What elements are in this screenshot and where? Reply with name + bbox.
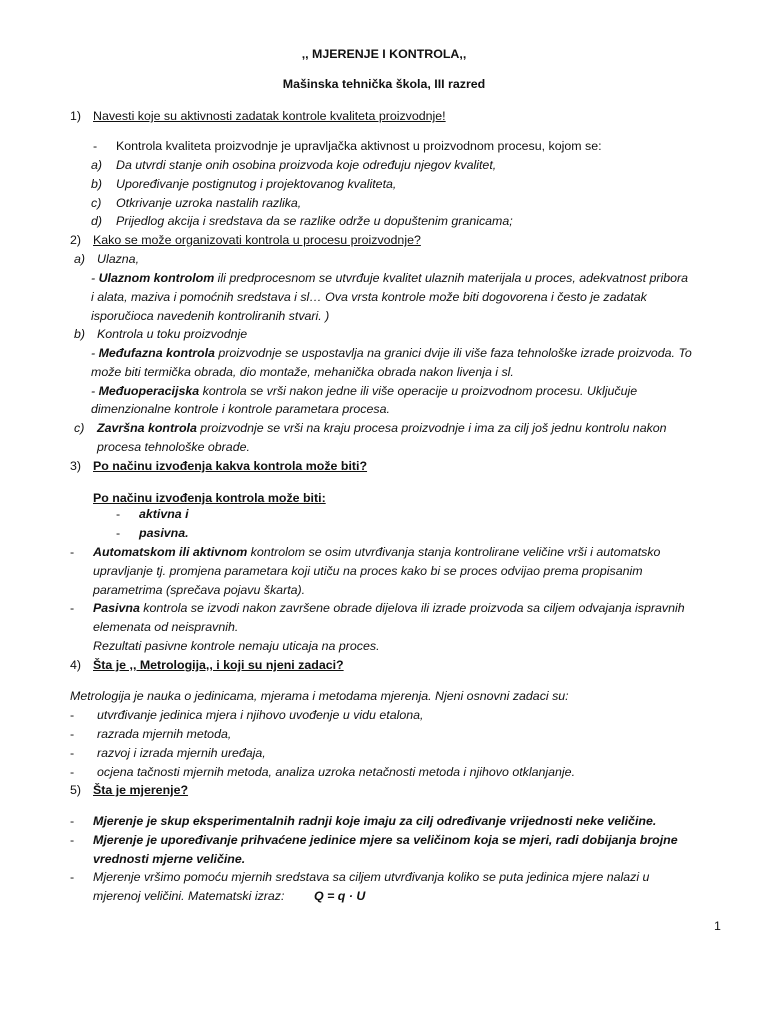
- q1-item-label: d): [91, 214, 103, 228]
- q4-item: razvoj i izrada mjernih uređaja,: [97, 746, 266, 760]
- q2-a-title: Ulazna,: [97, 252, 140, 266]
- q5-definition: Mjerenje je skup eksperimentalnih radnji koje imaju za cilj određivanje vrijednosti neke veličine.: [93, 814, 657, 828]
- question-1-text: Navesti koje su aktivnosti zadatak kontrole kvaliteta proizvodnje!: [93, 109, 446, 123]
- q5-definition: Mjerenje vršimo pomoću mjernih sredstava sa ciljem utvrđivanja koliko se puta jedinica mjere nalazi u: [93, 870, 650, 884]
- q2-a-paragraph-line: i alata, maziva i pomoćnih sredstava i sl… Ova vrsta kontrole može biti dogovorena i često je zadatak: [91, 290, 647, 304]
- q2-c-label: c): [74, 421, 85, 435]
- q3-p2-line: elemenata od neispravnih.: [93, 620, 239, 634]
- question-2-text: Kako se može organizovati kontrola u procesu proizvodnje?: [93, 233, 421, 247]
- q3-p1-line: parametrima (sprečava pojavu škarta).: [93, 583, 306, 597]
- q2-b-label: b): [74, 327, 86, 341]
- q1-item-label: a): [91, 158, 103, 172]
- q2-a-label: a): [74, 252, 86, 266]
- q5-definition-dash: -: [70, 870, 75, 884]
- q5-formula: Q = q · U: [314, 889, 366, 903]
- q2-b1-paragraph-line: može biti termička obrada, dio montaže, mehanička obrada nakon livenja i sl.: [91, 365, 514, 379]
- q3-p2-line: Rezultati pasivne kontrole nemaju uticaja na proces.: [93, 639, 380, 653]
- q3-p2-dash: -: [70, 601, 75, 615]
- q1-intro: Kontrola kvaliteta proizvodnje je upravljačka aktivnost u proizvodnom procesu, kojom se:: [116, 139, 602, 153]
- q3-p2-line: Pasivna kontrola se izvodi nakon završene obrade dijelova ili izrade proizvoda sa ciljem odvajanja ispravnih: [93, 601, 685, 615]
- q2-b1-bold-term: Međufazna kontrola: [98, 346, 215, 360]
- question-5-text: Šta je mjerenje?: [93, 783, 189, 797]
- q2-b2-paragraph-line: - Međuoperacijska kontrola se vrši nakon jedne ili više operacije u proizvodnom procesu. Uključuje: [91, 384, 638, 398]
- q3-list-dash: -: [116, 507, 121, 521]
- q3-p1-line: Automatskom ili aktivnom kontrolom se osim utvrđivanja stanja kontrolirane veličine vrši i automatsko: [93, 545, 661, 559]
- q5-definition: Mjerenje je upoređivanje prihvaćene jedinice mjere sa veličinom koja se mjeri, radi dobijanja brojne: [93, 833, 678, 847]
- q2-b2-bold-term: Međuoperacijska: [98, 384, 200, 398]
- q3-p2-bold-term: Pasivna: [93, 601, 140, 615]
- q2-b1-paragraph-line: - Međufazna kontrola proizvodnje se uspostavlja na granici dvije ili više faza tehnološke izrade proizvoda. To: [91, 346, 692, 360]
- question-4-text: Šta je ,, Metrologija,, i koji su njeni zadaci?: [93, 658, 344, 672]
- q4-item: ocjena tačnosti mjernih metoda, analiza uzroka netačnosti metoda i njihovo otklanjanje.: [97, 765, 576, 779]
- q1-intro-dash: -: [93, 139, 98, 153]
- q2-c-paragraph-line: procesa tehnološke obrade.: [97, 440, 250, 454]
- q5-definition-dash: -: [70, 833, 75, 847]
- q2-a-paragraph-line: isporučioca navedenih kontroliranih stvari. ): [91, 309, 330, 323]
- q3-list-item: pasivna.: [139, 526, 189, 540]
- q4-intro: Metrologija je nauka o jedinicama, mjerama i metodama mjerenja. Njeni osnovni zadaci su:: [70, 689, 569, 703]
- q4-item: utvrđivanje jedinica mjera i njihovo uvođenje u vidu etalona,: [97, 708, 424, 722]
- question-5-number: 5): [70, 783, 82, 797]
- q2-a-bold-term: Ulaznom kontrolom: [98, 271, 215, 285]
- document-subtitle: Mašinska tehnička škola, III razred: [282, 77, 486, 91]
- page-number: 1: [714, 919, 721, 933]
- q5-definition: vrednosti mjerne veličine.: [93, 852, 246, 866]
- q3-list-dash: -: [116, 526, 121, 540]
- q2-a-paragraph-line: - Ulaznom kontrolom ili predprocesnom se utvrđuje kvalitet ulaznih materijala u proces, adekvatnost pribora: [91, 271, 689, 285]
- q1-item-text: Da utvrdi stanje onih osobina proizvoda koje određuju njegov kvalitet,: [116, 158, 497, 172]
- q4-item-dash: -: [70, 765, 75, 779]
- q3-p1-bold-term: Automatskom ili aktivnom: [93, 545, 248, 559]
- q1-item-text: Prijedlog akcija i sredstava da se razlike održe u dopuštenim granicama;: [116, 214, 513, 228]
- q4-item-dash: -: [70, 727, 75, 741]
- q2-b2-paragraph-line: dimenzionalne kontrole i kontrole parametara procesa.: [91, 402, 390, 416]
- q2-b-title: Kontrola u toku proizvodnje: [97, 327, 248, 341]
- q4-item-dash: -: [70, 708, 75, 722]
- q4-item-dash: -: [70, 746, 75, 760]
- q2-c-paragraph-line: Završna kontrola proizvodnje se vrši na kraju procesa proizvodnje i ima za cilj još jednu kontrolu nakon: [97, 421, 667, 435]
- q1-item-text: Otkrivanje uzroka nastalih razlika,: [116, 196, 302, 210]
- q3-p1-line: upravljanje tj. promjena parametara koji utiču na proces kako bi se proces odvijao prema propisanim: [93, 564, 643, 578]
- q3-subheading: Po načinu izvođenja kontrola može biti:: [93, 491, 326, 505]
- q1-item-label: b): [91, 177, 103, 191]
- question-3-text: Po načinu izvođenja kakva kontrola može biti?: [93, 459, 368, 473]
- q4-item: razrada mjernih metoda,: [97, 727, 232, 741]
- q1-item-label: c): [91, 196, 102, 210]
- question-3-number: 3): [70, 459, 82, 473]
- q5-definition-dash: -: [70, 814, 75, 828]
- q3-list-item: aktivna i: [139, 507, 189, 521]
- document-title: ,, MJERENJE I KONTROLA,,: [301, 47, 467, 61]
- q3-p1-dash: -: [70, 545, 75, 559]
- question-2-number: 2): [70, 233, 82, 247]
- q5-definition: mjerenoj veličini. Matematski izraz:: [93, 889, 285, 903]
- q2-c-bold-term: Završna kontrola: [97, 421, 197, 435]
- question-1-number: 1): [70, 109, 82, 123]
- q1-item-text: Upoređivanje postignutog i projektovanog kvaliteta,: [116, 177, 397, 191]
- question-4-number: 4): [70, 658, 82, 672]
